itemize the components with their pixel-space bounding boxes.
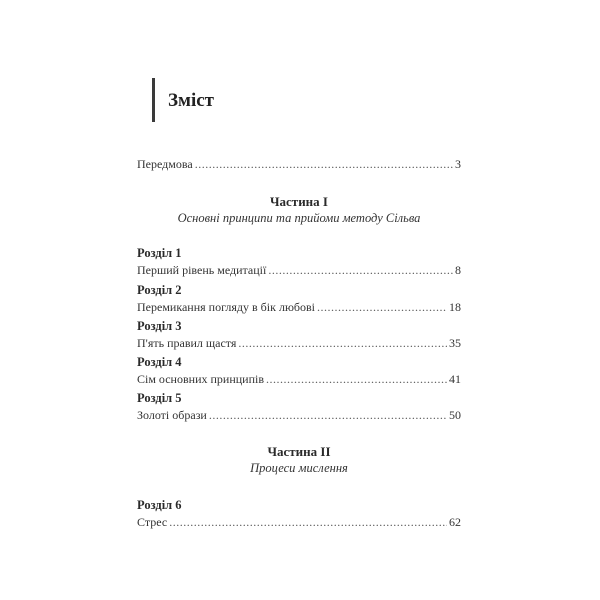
chapter-heading: Розділ 1	[137, 246, 182, 260]
toc-entry-page: 18	[449, 300, 461, 314]
toc-entry[interactable]	[137, 408, 461, 422]
part-subtitle: Основні принципи та прийоми методу Сільва	[177, 211, 421, 225]
toc-entry[interactable]	[137, 372, 461, 386]
toc-entry-label: Перемикання погляду в бік любові	[137, 300, 316, 314]
toc-entry[interactable]	[137, 515, 461, 529]
title-rule	[152, 78, 155, 122]
chapter-heading: Розділ 2	[137, 283, 182, 297]
dot-leader	[266, 372, 447, 386]
toc-entry-preface[interactable]	[137, 157, 461, 171]
chapter-heading: Розділ 6	[137, 498, 182, 512]
part-title: Частина I	[270, 194, 328, 209]
toc-entry[interactable]	[137, 336, 461, 350]
toc-entry-page: 41	[449, 372, 461, 386]
dot-leader	[195, 157, 453, 171]
toc-entry-label: Сім основних принципів	[137, 372, 265, 386]
toc-entry[interactable]	[137, 300, 461, 314]
toc-entry-page: 62	[449, 515, 461, 529]
toc-entry-page: 50	[449, 408, 461, 422]
dot-leader	[169, 515, 447, 529]
page-title: Зміст	[168, 90, 215, 111]
toc-entry-label: Стрес	[137, 515, 168, 529]
dot-leader	[209, 408, 447, 422]
toc-entry-page: 8	[455, 263, 461, 277]
chapter-heading: Розділ 5	[137, 391, 182, 405]
toc-entry[interactable]	[137, 263, 461, 277]
dot-leader	[268, 263, 453, 277]
toc-entry-label: Золоті образи	[137, 408, 207, 422]
dot-leader	[238, 336, 447, 350]
toc-entry-label: Передмова	[137, 157, 193, 171]
part-title: Частина II	[267, 444, 331, 459]
part-subtitle: Процеси мислення	[250, 461, 348, 475]
chapter-heading: Розділ 3	[137, 319, 182, 333]
chapter-heading: Розділ 4	[137, 355, 182, 369]
dot-leader	[317, 300, 447, 314]
toc-entry-label: Перший рівень медитації	[137, 263, 267, 277]
toc-entry-page: 3	[455, 157, 461, 171]
toc-entry-label: П'ять правил щастя	[137, 336, 237, 350]
toc-entry-page: 35	[449, 336, 461, 350]
